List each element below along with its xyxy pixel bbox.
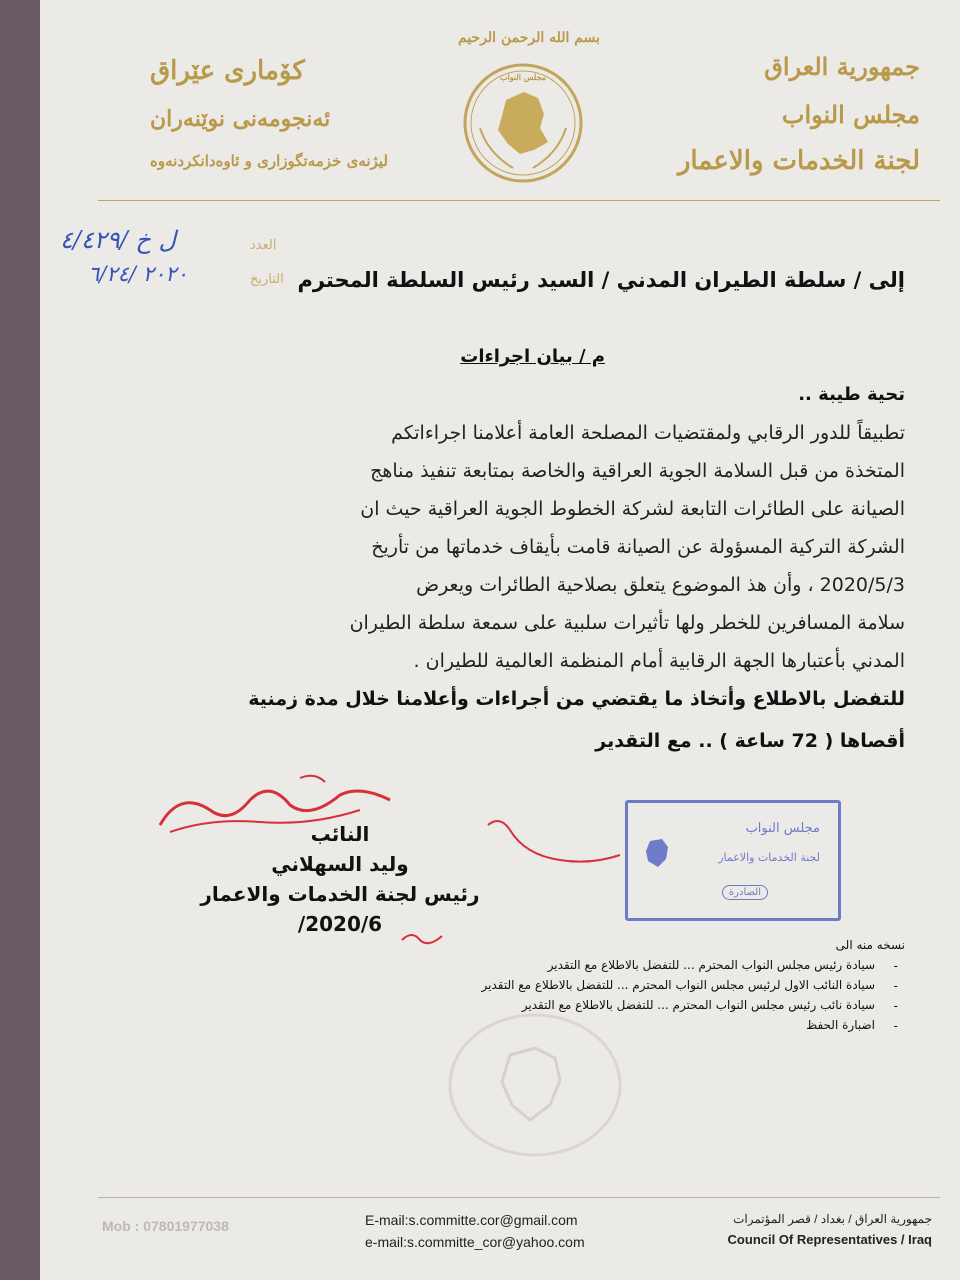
signature-date: 2020/6/ xyxy=(297,912,383,936)
number-label: العدد xyxy=(250,238,277,253)
header-right-line-1: جمهورية العراق xyxy=(764,52,920,81)
signature-name: وليد السهلاني xyxy=(271,852,409,876)
body-line-4: الشركة التركية المسؤولة عن الصيانة قامت بأيقاف خدماتها من تأريخ xyxy=(371,536,905,558)
header-divider xyxy=(98,200,940,201)
body-line-2: المتخذة من قبل السلامة الجوية العراقية والخاصة بمتابعة تنفيذ مناهج xyxy=(370,460,905,482)
body-line-6: سلامة المسافرين للخطر ولها تأثيرات سلبية على سمعة سلطة الطيران xyxy=(349,612,905,634)
letter-paper xyxy=(40,0,960,1280)
closing-line-1: للتفضل بالاطلاع وأتخاذ ما يقتضي من أجراءات وأعلامنا خلال مدة زمنية xyxy=(248,688,905,710)
footer-email-yahoo: e-mail:s.committe_cor@yahoo.com xyxy=(365,1234,585,1250)
recipient-line: إلى / سلطة الطيران المدني / السيد رئيس السلطة المحترم xyxy=(297,268,905,292)
header-right-line-2: مجلس النواب xyxy=(781,100,920,129)
copies-item-2: سيادة النائب الاول لرئيس مجلس النواب المحترم ... للتفضل بالاطلاع مع التقدير xyxy=(481,978,875,992)
greeting: تحية طيبة .. xyxy=(798,384,905,405)
body-line-7: المدني بأعتبارها الجهة الرقابية أمام المنظمة العالمية للطيران . xyxy=(413,650,905,672)
body-line-5: 2020/5/3 ، وأن هذ الموضوع يتعلق بصلاحية الطائرات ويعرض xyxy=(416,574,905,596)
date-label: التاريخ xyxy=(250,272,284,287)
emblem-label: مجلس النواب xyxy=(499,72,547,82)
copies-title: نسخه منه الى xyxy=(835,938,905,952)
stamp-line-2: لجنة الخدمات والاعمار xyxy=(718,851,820,864)
copies-item-4: اضبارة الحفظ xyxy=(806,1018,875,1032)
footer-email-gmail: E-mail:s.committe.cor@gmail.com xyxy=(365,1212,578,1228)
stamp-signature-scribble-icon xyxy=(480,815,630,875)
stamp-line-3: الصادرة xyxy=(722,885,768,900)
copies-item-3: سيادة نائب رئيس مجلس النواب المحترم ... للتفضل بالاطلاع مع التقدير xyxy=(521,998,875,1012)
closing-line-2: أقصاها ( 72 ساعة ) .. مع التقدير xyxy=(595,730,905,752)
body-line-3: الصيانة على الطائرات التابعة لشركة الخطوط الجوية العراقية حيث ان xyxy=(360,498,905,520)
subject-line: م / بيان اجراءات xyxy=(460,346,605,367)
header-left-line-3: لیژنەی خزمەتگوزاری و ئاوەدانکردنەوە xyxy=(150,152,388,170)
stamp-line-1: مجلس النواب xyxy=(745,821,820,836)
footer-address-english: Council Of Representatives / Iraq xyxy=(727,1232,932,1247)
embossed-seal-icon xyxy=(440,1010,630,1160)
header-right-line-3: لجنة الخدمات والاعمار xyxy=(677,146,920,176)
footer-mobile: Mob : 07801977038 xyxy=(102,1218,229,1234)
copies-item-1: سيادة رئيس مجلس النواب المحترم ... للتفضل بالاطلاع مع التقدير xyxy=(547,958,875,972)
signature-title: النائب xyxy=(310,822,370,846)
stamp-emblem-icon xyxy=(638,833,678,873)
official-stamp xyxy=(625,800,841,921)
signature-position: رئيس لجنة الخدمات والاعمار xyxy=(200,882,480,906)
header-left-line-1: كۆماری عێراق xyxy=(150,56,305,86)
header-left-line-2: ئەنجومەنی نوێنەران xyxy=(150,106,331,132)
body-line-1: تطبيقاً للدور الرقابي ولمقتضيات المصلحة العامة أعلامنا اجراءاتكم xyxy=(391,422,905,444)
copies-bullets: - - - - xyxy=(893,959,898,1033)
basmala: بسم الله الرحمن الرحيم xyxy=(458,30,600,46)
footer-divider xyxy=(98,1197,940,1198)
date-value: ٢٠٢٠ /٦/٢٤ xyxy=(88,262,188,286)
number-value: ل خ /٤/٤٢٩ xyxy=(60,226,176,254)
footer-address-arabic: جمهورية العراق / بغداد / قصر المؤتمرات xyxy=(733,1212,932,1226)
